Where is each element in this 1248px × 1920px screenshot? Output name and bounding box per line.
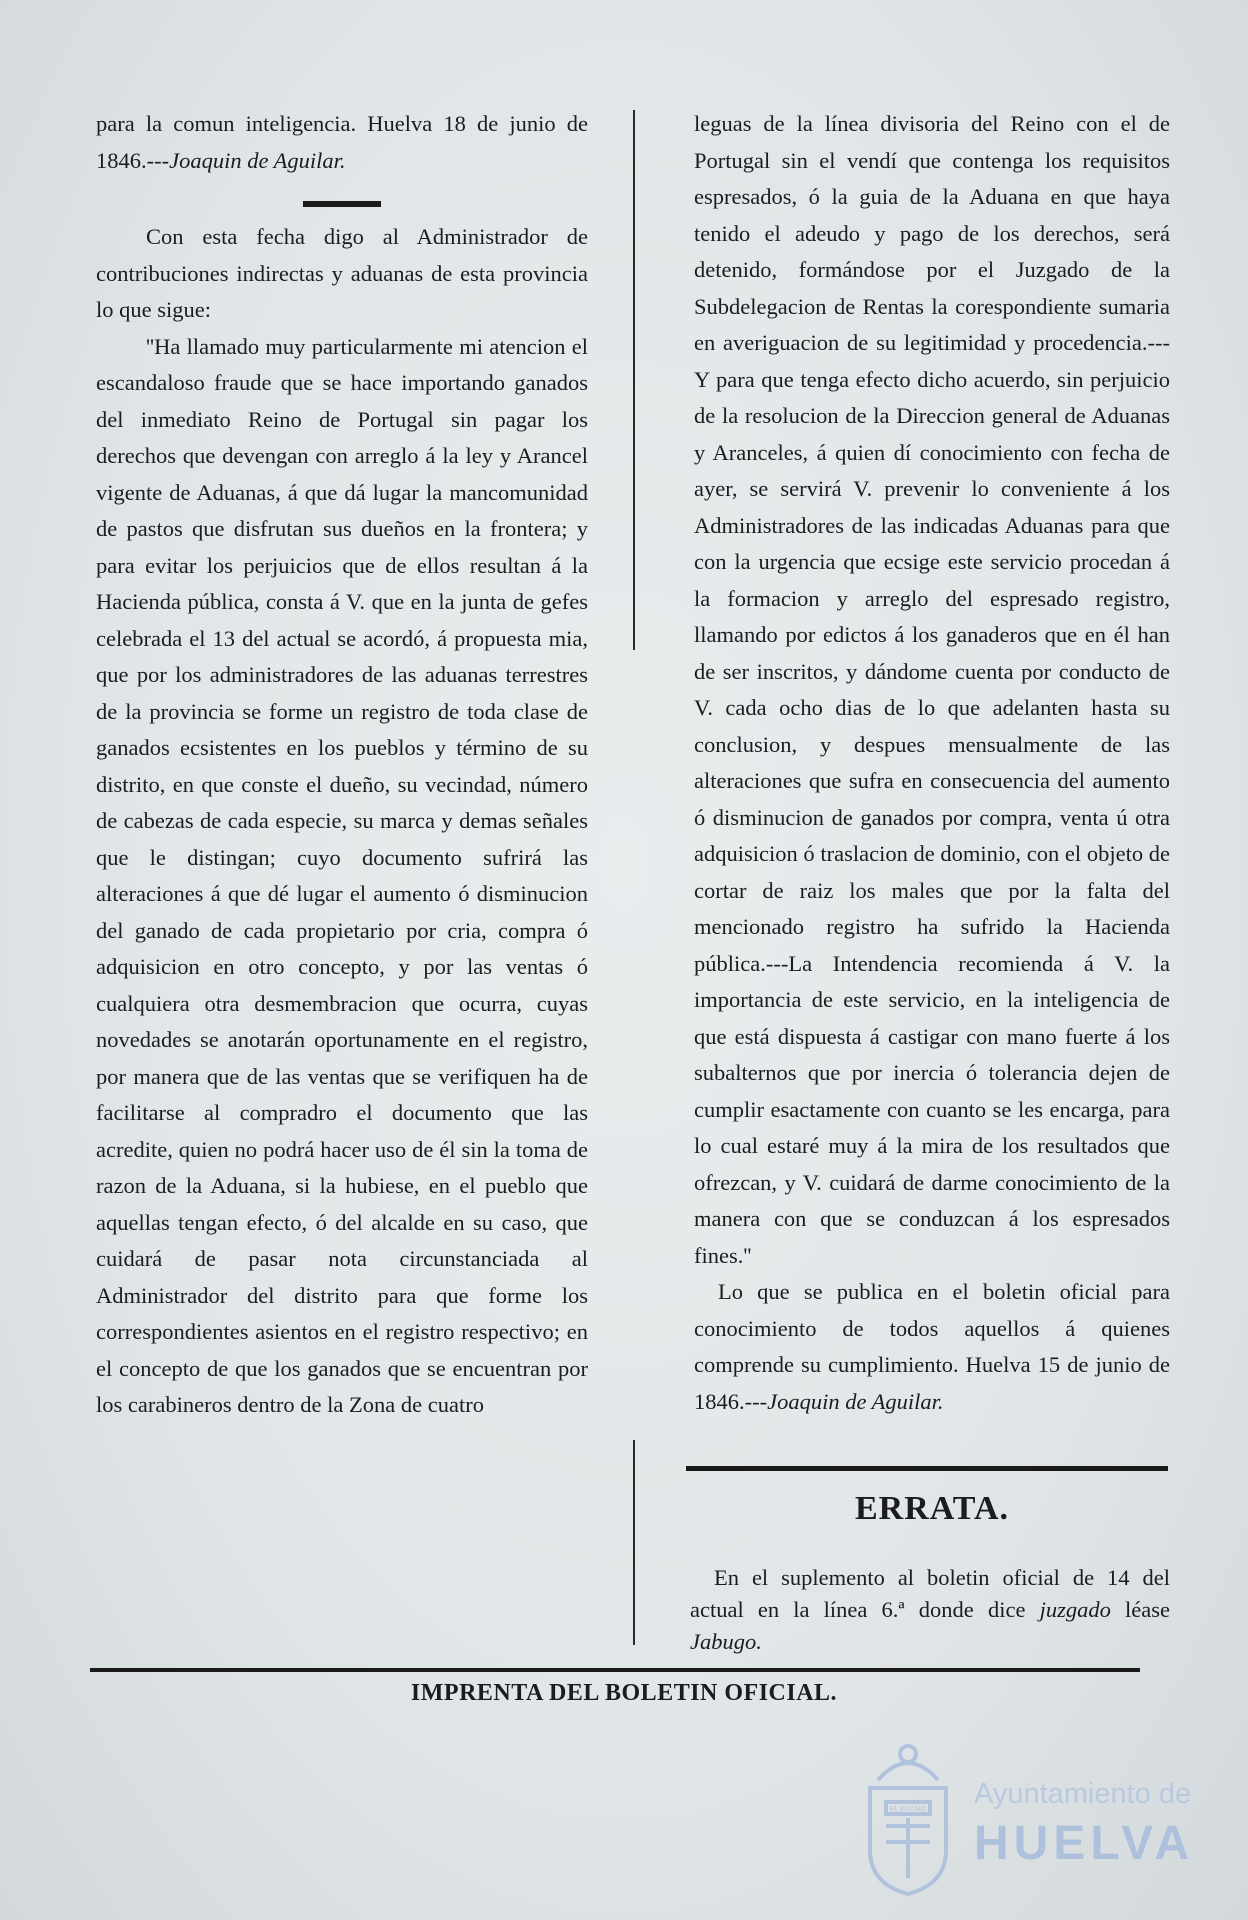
errata-body — [690, 1562, 1170, 1658]
column-divider-bottom — [633, 1440, 635, 1645]
errata-title: ERRATA. — [854, 1490, 1010, 1527]
errata-text-start: En el suplemento al boletin oficial de 14 del actual en la línea 6.ª donde dice — [690, 1565, 1170, 1622]
right-column — [694, 106, 1170, 1420]
errata-separator — [686, 1466, 1168, 1471]
left-body-paragraph: ''Ha llamado muy particularmente mi atencion el escandaloso fraude que se hace importando ganados del inmediato Reino de Portugal sin pagar los derechos que devengan con arreglo á la ley y Arancel vigente de Aduanas, á que dá lugar la mancomunidad de pastos que disfrutan sus dueños en la frontera; y para evitar los perjuicios que de ellos resultan á la Hacienda pública, consta á V. que en la junta de gefes celebrada el 13 del actual se acordó, á propuesta mia, que por los administradores de las aduanas terrestres de la provincia se forme un registro de toda clase de ganados ecsistentes en los pueblos y término de su distrito, en que conste el dueño, su vecindad, número de cabezas de cada especie, su marca y demas señales que le distingan; cuyo documento sufrirá las alteraciones á que dé lugar el aumento ó disminucion del ganado de cada propietario por cria, compra ó adquisicion en otro concepto, y por las ventas ó cualquiera otra desmembracion que ocurra, cuyas novedades se anotarán oportunamente en el registro, por manera que de las ventas que se verifiquen ha de facilitarse al compradro el documento que las acredite, quien no podrá hacer uso de él sin la toma de razon de la Aduana, si la hubiese, en el pueblo que aquellas tengan efecto, ó del alcalde en su caso, que cuidará de pasar nota circunstanciada al Administrador del distrito para que forme los correspondientes asientos en el registro respectivo; en el concepto de que los ganados que se encuentran por los carabineros dentro de la Zona de cuatro — [96, 333, 588, 1417]
section-separator — [303, 201, 381, 207]
archive-watermark — [856, 1738, 1216, 1898]
city-shield-icon — [856, 1738, 960, 1898]
errata-wrong-word: juzgado — [1039, 1597, 1111, 1622]
opening-text: para la comun inteligencia. Huelva 18 de junio de 1846.--- — [96, 111, 588, 173]
shield-text: EL EXCMO — [890, 1806, 926, 1813]
watermark-line2: HUELVA — [974, 1817, 1195, 1870]
opening-paragraph — [96, 106, 588, 179]
left-column — [96, 106, 588, 1424]
intro-paragraph: Con esta fecha digo al Administrador de contribuciones indirectas y aduanas de esta provincia lo que sigue: — [96, 224, 588, 322]
right-body-paragraph: leguas de la línea divisoria del Reino con el de Portugal sin el vendí que contenga los requisitos espresados, ó la guia de la Aduana en que haya tenido el adeudo y pago de los derechos, será detenido, formándose por el Juzgado de la Subdelegacion de Rentas la corespondiente sumaria en averiguacion de su legitimidad y procedencia.---Y para que tenga efecto dicho acuerdo, sin perjuicio de la resolucion de la Direccion general de Aduanas y Aranceles, á quien dí conocimiento con fecha de ayer, se servirá V. prevenir lo conveniente á los Administradores de las indicadas Aduanas para que con la urgencia que ecsige este servicio procedan á la formacion y arreglo del espresado registro, llamando por edictos á los ganaderos que en él han de ser inscritos, y dándome cuenta por conducto de V. cada ocho dias de lo que adelanten hasta su conclusion, y despues mensualmente de las alteraciones que sufra en consecuencia del aumento ó disminucion de ganados por compra, venta ú otra adquisicion ó traslacion de dominio, con el objeto de cortar de raiz los males que por la falta del mencionado registro ha sufrido la Hacienda pública.---La Intendencia recomienda á V. la importancia de este servicio, en la inteligencia de que está dispuesta á castigar con mano fuerte á los subalternos que por inercia ó tolerancia dejen de cumplir esactamente con cuanto se les encarga, para lo cual estaré muy á la mira de los resultados que ofrezcan, y V. cuidará de darme conocimiento de la manera con que se conduzcan á los espresados fines.'' — [694, 111, 1170, 1268]
closing-paragraph — [694, 1274, 1170, 1420]
errata-paragraph — [690, 1562, 1170, 1658]
closing-signature: Joaquin de Aguilar. — [767, 1388, 944, 1414]
column-divider-top — [633, 110, 635, 650]
printer-imprint: IMPRENTA DEL BOLETIN OFICIAL. — [410, 1680, 838, 1706]
errata-correct-word: Jabugo. — [690, 1629, 762, 1654]
errata-text-mid: léase — [1110, 1597, 1170, 1622]
closing-text: Lo que se publica en el boletin oficial para conocimiento de todos aquellos á quienes comprende su cumplimiento. Huelva 15 de junio de 1846.--- — [694, 1279, 1170, 1414]
footer-rule — [90, 1668, 1140, 1672]
opening-signature: Joaquin de Aguilar. — [169, 147, 346, 173]
watermark-line1: Ayuntamiento de — [974, 1778, 1192, 1810]
